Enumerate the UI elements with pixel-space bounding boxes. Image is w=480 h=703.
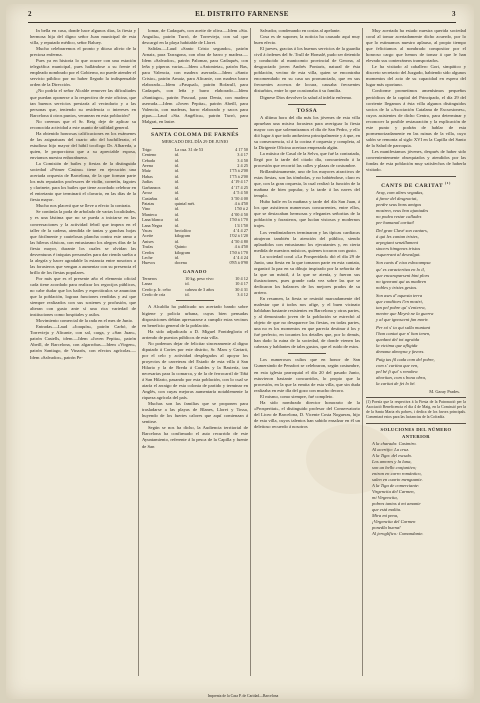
product-name: Trigo [142,146,152,152]
solution-line: salen en cuarto menguante. [372,476,423,482]
poem-line: que encaraparsent bint plors [376,272,430,278]
poem-line: Puig tas fil cada com del pobre, [376,357,435,363]
column-divider [138,28,139,676]
livestock-title: GANADO [182,268,208,274]
article-paragraph: Ha sido nombrado director honorario de la «Prosperitat», el distinguido profesor del Conservatorio del Liceo de Barcelona, D. Vicente Costa Nogueras, hijo de esta villa, cuyos talentos han sabido ensalzar en él un deleitoso recuerdo á nosotros [254,399,360,429]
product-price: 4 á 4'50 [234,244,248,250]
product-unit: Quinto [174,244,187,250]
product-name: Centeno [142,152,157,158]
product-name: Judías [142,179,153,185]
product-price: 1'50 á 1'70 [229,249,248,255]
poem-line: mostren, veus bon ajuntades [376,208,429,214]
product-unit: docena [174,260,187,266]
product-price: 10 4 17 [235,281,248,287]
product-price: 4 '50 4 80 [231,238,248,244]
poem-line: Son cants d' eixa esbocampsa [376,260,431,266]
footnote-mark: (1) [445,181,451,186]
solution-line: que está malita. [372,507,402,513]
page-number-right: 3 [452,10,456,18]
product-unit: kilogram [174,249,191,255]
article-paragraph: La sociedad coral «La Prosperidad» dió el día 29 de Junio, una fiesta en la que tomaron parte en esta cantata, organizó la paz en su dibujo inspirado por la señorita de la que un mástil, á la que se atenía, y fueron sus ilustraciones, pues grande cada vez sobre las que se dedicaron los balances de los mejores prados de su arriero. [254,253,360,295]
product-unit: id. [174,190,179,196]
solution-line: Los amores y la luna, [372,458,412,464]
product-price: 30 4 31 [235,286,248,292]
product-unit: quintal mét. [174,200,196,206]
column-divider [362,28,363,676]
article-paragraph: Dignese Dios devolver la salud al infeliz enfermo. [260,94,353,100]
product-name: Vacas [142,227,153,233]
product-price: 1'4 1'50 [234,222,248,228]
price-row [142,292,248,297]
section-rule [288,353,326,354]
poem-line: Per xó s' ta qui sulla muntant [376,324,431,330]
column-4-top-text [366,28,466,173]
solution-line: A la charada: Casimiro. [372,440,417,446]
tossa-title: TOSSA [296,107,318,114]
article-paragraph: Pues ya en historia lo que ocurre con una estación telegráfica municipal, pues hallándose a su frente el empleado nombrado por el Gobierno, no puede atender el servicio público por no haber llegado la indispensable orden de la Dirección. [30,58,136,88]
product-price: 4 '4 4 24 [233,254,248,260]
solution-line: A la Tiga: del escudo. [372,452,413,458]
product-price: 1'02 á 1'20 [229,233,248,239]
article-paragraph: Por más que es el presente año el elemento oficial cada tiene acordado para realizar los regocijos públicos, no cabe dudar que los bailes y espectáculos se anuncian que la población, lograra funciones rendidas y así que siempre realizados con sus sostenes y profusión, que alteran con gusto ante sí una rica variedad de instituciones como hospitales y asilos. [30,275,136,318]
product-price: 3 4 12 [237,292,248,298]
product-price: 4 á 4'50 [234,200,248,206]
product-price: 3 '50 4 00 [231,195,248,201]
solution-line: pobres tantos á mi amante [372,501,421,507]
tossa-article [254,115,360,351]
article-paragraph: In bella en casa, donde hace algunos dias, la fiesta y hermosa hija del digno señor Juan municipal de esta villa, y reputado médico, señor Baluey. [30,28,136,46]
article-paragraph: Muchas son las familias que se proponen para trasladarse a las playas de Blanes, Lloret y Tossa, huyendo de los fuertes calores que aquí comienzan á sentirse. [142,401,248,425]
column-2 [142,28,248,678]
product-name: Trufas [142,244,154,250]
column-2-top-text [142,28,248,125]
product-price: 3 4 17 [237,152,248,158]
article-paragraph: Ha sido adjudicada a D. Miguel Fontdegloria el arriendo de puestos públicos de esta villa. [142,328,248,340]
product-unit: id. [174,173,179,179]
article-paragraph: Movimiento comercial de la rada en el mes de Junio. [36,318,134,324]
poem-line: y al que ignoscent fan morir. [376,316,429,322]
product-unit: id. [185,292,190,298]
price-row [142,260,248,265]
column-3-top-text [254,28,360,101]
product-unit: id. [174,217,179,223]
product-name: Huevos [142,260,156,266]
poem-line: qu' es caracteritza en lo il, [376,266,425,272]
solution-line: son un bello conjuntivo; [372,464,417,470]
product-price: 1'50 á 1'70 [229,217,248,223]
product-name: Lana Negra [142,222,163,228]
poem-line: ahoritan, com s bona obra, [376,375,427,381]
product-unit: id. [174,211,179,217]
solution-line: Al jeroglífico: Comandante. [372,531,424,537]
product-unit: id. [174,254,179,260]
solution-line: ponedla buena! [372,525,401,531]
section-rule [176,300,214,301]
article-paragraph: Ha obtenido honrosas calificaciones en los exámenes de las asignaturas del cuarto año del bachillerato, el estudioso hijo mayor del hábil tocólogo Dr. Albareda, a quien, le proporciona que a su apreciable esposa, enviamos nuestra enhorabuena. [30,130,136,160]
article-paragraph: lomar, de Cadaqués, con aceite de oliva.—Idem «Sta. Anguila», patrón Turró, de Torrevieja, con sal que descargó en la playa habitable de Lloret. [142,28,248,46]
article-paragraph: Brillantísimamente, uno de los mayores atractivos de estas fiestas, son las tómbolas, y no habiéndose, claro es que, con la gran orquesta, la cual realizó la función de la mañana de bien popular, y la tarde á las naves del templo. [254,169,360,199]
product-price: 4 '5 4 50 [233,190,248,196]
livestock-price-table [142,276,248,298]
poem-line: no podeu restar callades [376,214,422,220]
article-paragraph: Los numerosos cultos que en honor de San Gumersindo de Penafort se celebraron, según costumbre, en esta iglesia parroquial el día 20 del pasado Junio, estuvieron bastante concurridos, lo propio que la procesión, en la que la ermita de esta villa, que sin duda realizaba en este día del gozo con mucho decoro. [254,357,360,393]
poem-line: perdre seus bons amigos [376,202,422,208]
article-paragraph: Los vendimiadores terminaron y las típicas cardiacas atrajeron también la atención del público, siendo aplaudidos con entusiasmo los ejecutantes y, en cierta medida de nuestros músicos, quienes tocaron con gusto. [254,229,360,253]
poem-line: la caritat de fet lo bé. [376,381,416,387]
product-name: Lana blanca [142,217,163,223]
product-unit: id. [174,195,179,201]
poem-line: la victima que afligida [376,343,418,349]
solution-line: mi Virgencita, [372,494,398,500]
page-number-left: 2 [28,10,32,18]
product-name: Garbanzos [142,184,161,190]
product-name: Cerdos [142,249,155,255]
product-name: Terneros [142,275,157,281]
product-name: Habas [142,173,153,179]
solutions-list [366,441,466,538]
article-paragraph: La música de Casal de la Selva, que fué la contratada, llegó por la tarde del citado día, concurriendo á la procesión que recorrió las calles y plazas de costumbre. [254,150,360,168]
solution-line: A la Tiga de comerciante: [372,482,420,488]
article-paragraph: La Comisión de bailes y fiestas de la distinguida sociedad «Primer Casino» tiene en ejecución una acertada orquesta de Barcelona, de la que forman parte los más reputados profesores de violín, cornetín, fagotes y clarinete, para los bailes que tiene acordado celebrar en el entretanto que terminará el clavario, en las días de la fiesta mayor. [30,161,136,203]
article-paragraph: Salidas.—Laud «Santo Cristo segundo», patrón Arnaiz, para Tarragona, con obra de barro y madera.—Idem «Salvador», patrón Palomar, para Cadaqués, con leña y piperas varias.—Idem «Antonieta», patrón Bas, para Valencia, con madera aserrada.—Idem «Santo Cristo», patrón Arnaiz, para Alicante, con madera barro elaborada.—Idem «Pasqual», patrón Bofarull, para Cadaqués, con leña y barro elaborado.—Idem «Santiago», patrón Pascual, para Denia, con madera aserrada.—Idem «Joven Pepita», patrón Abeill, para Valencia, con maderas, barro elaborado y sacos para pipas.—Laud «Sta. Angélica», patrón Turró, para Malgrat, en lastre. [142,46,248,124]
product-name: Manteca [142,211,157,217]
product-price: 4 '19 4 17 [231,179,248,185]
product-unit: cabeza de 3 años [185,286,215,292]
solution-line: Al acertijo: La cruz. [372,446,410,452]
poem-line: tan pel pobre qu' s'enterra, [376,304,426,310]
article-paragraph: Se continúa la poda de arbolado de varias localidades, y es una lástima que no se pueda a iniciarse en las conversaciones y la actividad febril que impera en el taller de la cadena, atendida de tantas y ganchas hojas que fácilmente y cautelosas plancha contra este ramo a las hileras clásicas, con entusiasmo los alegres días de la fiesta mayor, durante los cuales se olvidan las desventuras é iniquias personales para dar rienda suelta a la alegría y hacer agradable la estancia entre nosotros a las forasteros que vengan a aumentar con su presencia el brillo de los fiestas populares. [30,209,136,275]
product-unit: id. [174,206,179,212]
poem-footnote: (1) Poesía que la respectiva á la Fiesta de la Patronació per la Asociació Beneficencia el dia 4 de Maig, en la Comissió per la de la Santa Maria els pobres, i dedica de los favors principals. Comentará estos para las lactancias de la Cofradía. [366,400,466,420]
article-paragraph: Mucho celebraremos el pronto y ditoso alivio de la preciosa enferma. [30,46,136,58]
product-price: 1'50 á 2 [234,206,248,212]
article-paragraph: El mismo, como siempre, fué completo. [260,393,334,399]
article-paragraph: Le ha visitado al caballero Gort, simpático y discreto secretario del Juzgado, habiendo sido algunos momentos del acto de su capacidad en espera del lugar más oportuno. [366,64,466,88]
printer-footer: Imprenta de la Casa P. de Caridad—Barcelona [207,694,279,698]
section-rule [152,128,238,129]
column-2-bottom-text [142,304,248,449]
product-name: Lanar [142,281,153,287]
poem-line: Del gran Clavé son cantars, [376,228,428,234]
poem-line: mentre que Meyrà ne la guerra [376,310,434,316]
article-paragraph: Cosa es de suponer, la noticia ha causado aquí muy buen efecto. [254,34,360,46]
product-name: Anises [142,238,154,244]
article-paragraph: El jueves, gracias á los buenos servicios de la guardia civil á órdenes del Sr. Trull de Homalé, pudo ser detenido y conducido al manicomio provincial de Gerona, al desgraciado joven Andrés Pontaris, natural de ésta población, vecino de esta villa, quien se encontraba encomendado en su casa un pronunciado, que en sus frecuentes accesos de locura, causaba frecuentes disturbios, entre lo que ocasionaba á su familia. [254,46,360,94]
product-unit: id. [174,168,179,174]
article-paragraph: Mucho nos placerá que se lleve a efecto la contrata. [36,203,131,209]
poem-line: com s' curtina que ven, [376,363,419,369]
article-paragraph: En resumen, la fiesta se resintió marcadamente del malestar que á todos nos afige, y el buen vicinato hablaban bastante resistentes en Barcelona y otras partes, y al demostrado joven de la población se estrechó al objeto de que no desaparece las fiestas, en todas partes, una no es los momentos en que parecía destinar á los y fué perfecto, en tocantes los detalles que, por lo demás, han dado la ruina de la sociedad, de donde vienen las cabezas y hablantes de tales gustos, que el ruido de estos. [254,296,360,350]
product-unit: id. [174,222,179,228]
section-rule [366,397,466,398]
product-name: Aceite [142,233,154,239]
poem-line: Aruy, com altres vegadas, [376,189,424,195]
article-paragraph: No podemos dejar de felicitar sinceramente al digno diputado á Cortes por este distrito, Sr. Marx y Cartará, por el celo y actividad desplegados al apoyar los proyectos de carreteras del Estado de esta villa á San Hilario y la de Breda á Cauldes y la Bastería, tan necesarias para la comarca, y de la de ferrocarril de Tiñá á San Hilario, pasando por esta población, con lo cual se ataría el arraigo de esta colonia de partido y terminar en Anglès, con cuyas mejoras aumentaría notablemente la riqueza agrícola del país. [142,340,248,401]
column-4 [366,28,466,678]
product-unit: La cua. 31 de 53 [174,146,204,152]
product-name: Cerdo de cría [142,292,166,298]
poem [366,190,466,387]
product-unit: id. [174,152,179,158]
article-paragraph: ¿No podría el señor Alcalde remover las dificultades que puedan oponerse a la respectiva de este oficina, que tan buenos servicios prestaría al vecindario y a las personas que, teniendo su residencia o intereses en Barcelona ú otros puntos, veranean en esta población? [30,88,136,118]
product-price: 4 17 50 [235,146,248,152]
poem-title [366,180,466,189]
article-paragraph: Hubo baile en la mañana y tarde del día San Juan, á los que asistieron numerosos concurrentes, entre ellos, que se destacaban hermosas y elegantes señoritas de la población y forasteros, que lucían vistosos y modernos trajes. [254,199,360,229]
poem-line: no ignorant qui us madiren [376,278,427,284]
poem-line: que conditors l'en mostri, [376,298,423,304]
poem-signature: M. Garay Prades. [429,389,460,395]
product-unit: hectolitro [174,227,192,233]
product-name: Cerdo p. Ir. cebo [142,286,171,292]
poem-line: pel bé fi qui' s renobra [376,369,418,375]
poem-line: nobles y tristes gestos. [376,284,418,290]
product-name: Vino [142,206,151,212]
poem-line: quedant del tot agraïda [376,337,420,343]
article-paragraph: No creemos que el Sr. Reig deje de aplicar su reconocida actividad a este asunto de utilidad general. [30,118,136,130]
product-name: Arroz [142,190,153,196]
article-paragraph: Según se nos ha dicho, la Audiencia territorial de Barcelona ha confirmado el auto recurrido de este Ayuntamiento, referente á la pesca de la Capilla y fuente de San [142,425,248,449]
product-price: 4 '4 4 27 [233,227,248,233]
newspaper-title: EL DISTRITO FARNENSE [195,10,289,18]
product-unit: id. [174,184,179,190]
column-divider [250,28,251,676]
poem-line: á qui les cantan tristes, [376,234,419,240]
product-name: Leche [142,254,153,260]
solution-line: Virgencita del Carmen, [372,488,415,494]
product-unit: 10 kg. peso vivo [185,275,214,281]
header-rule [28,22,456,23]
product-price: 1'75 á 2'00 [229,168,248,174]
newspaper-page [6,4,474,699]
section-rule [376,176,456,177]
poem-title-text: CANTS DE CARITAT [381,182,444,189]
page-header [28,10,456,22]
product-price: 4 '00 4 50 [231,211,248,217]
product-price: 2 4 25 [237,163,248,169]
product-price: 4 '17 4 25 [231,184,248,190]
product-unit: id. [174,238,179,244]
poem-line: per humanal caritat! [376,220,415,226]
article-paragraph: A última hora del día más los jóvenes de esta villa aprueban una misiva forastera para averiguar la fiesta mayor con que solemnizamos el día de San Pedro, y ello dió lugar á que todo anduviera principalmente y á que, en su consecuencia, sí á la cocina é orquesta y completa, al la Dirigente Oficina acertara empezada algún. [254,114,360,150]
product-unit: kilogram [174,233,191,239]
poem-line: sincers himgenes tristos [376,246,421,252]
article-paragraph: Conforme prometimos amenísimos pequeños periódicos de la capital del Principado, el día 29 del corriente llegamos á ésta villa algunos distinguidos socios de la «Asociación Catalana de Excursiones», cuyos asistentes de dicho Centro, para determinar y reconocer la posible restauración y la explicación de este punto y podrán de hablar de esta pormenorizadamente en las ruinas de la villa, cuyo salón se remonta al siglo XVI en la Capilla del Santo de la Salud de parroquia. [366,88,466,148]
column-3-bottom-text [254,357,360,430]
product-unit: id. [174,163,179,169]
market-subtitle: MERCADO DEL DÍA 29 DE JUNIO [161,138,229,144]
poem-line: esquerrant al desvalgut. [376,252,421,258]
product-price: 3 4 50 [237,157,248,163]
market-price-table [142,147,248,266]
column-1 [30,28,136,678]
product-unit: id. [185,281,190,287]
section-rule [288,104,326,105]
poem-line: l'han cantat que n' han tenen, [376,331,431,336]
article-paragraph: Muy acertada ha estado nuestra querida sociedad coral al tomar acertadamente dicho acuerdo, por lo que lo estimamos nuestro aplauso, al propio tiempo que felicitamos al nombrado compositor por el honroso cargo que hemos de tomar á que le han elevado sus conterráneos transportados. [366,28,466,64]
product-price: 0'85 á 0'90 [229,260,248,266]
poem-line: Son ases d' aquesta terra [376,292,423,298]
product-unit: id. [174,157,179,163]
product-name: Cebada [142,157,155,163]
product-price: 10 4 12 [235,275,248,281]
solutions-title: SOLUCIONES DEL NÚMERO ANTERIOR [380,427,452,439]
product-unit: id. [174,179,179,185]
solution-line: ¡Virgencita del Carmen [372,519,416,525]
product-name: Castañas [142,195,158,201]
solution-line: Mira mi pena, [372,513,399,519]
article-paragraph: A Alcaldía ha publicado un acertado bando sobre higiene y policía urbana, cuyas bien pensadas disposiciones debían apresurarse a cumplir estas vecinos en beneficio general de la población. [142,304,248,328]
column-3 [254,28,360,678]
article-paragraph: Salvador, condenando en costas al apelante. [260,28,341,33]
poem-line: á favor del desgraciat, [376,196,418,202]
poem-line: demana almoyna y favors. [376,349,425,355]
solution-line: entran en carro romántico, [372,470,422,476]
product-name: Avena [142,163,153,169]
article-paragraph: Les manifestamos jóvenes, después de haber sido convenientemente obsequiados y atendidos por las fondas de esta población muy satisfechos de haberla visitado. [366,148,466,173]
poem-line: arpegiant senzillament [376,240,418,246]
market-title: SANTA COLOMA DE FARNÉS [150,131,240,138]
product-price: 1'75 á 2'00 [229,173,248,179]
article-paragraph: Entradas.—Laud «Joaquín», patrón Carbó, de Torrevieja y Alicante, con sal, carga, y «San Juan», patrón Castells, idem.—Idem «Joven Pepita», patrón Abeill, de Barcelona, con algarrobas.—Idem «Virgen», patrón Santiago, de Vinaròs, con efectos agrícolas.—Idem «Salvador», patrón Pe- [30,324,136,360]
product-name: Patatas [142,200,155,206]
section-rule [366,423,466,424]
product-name: Maíz [142,168,151,174]
